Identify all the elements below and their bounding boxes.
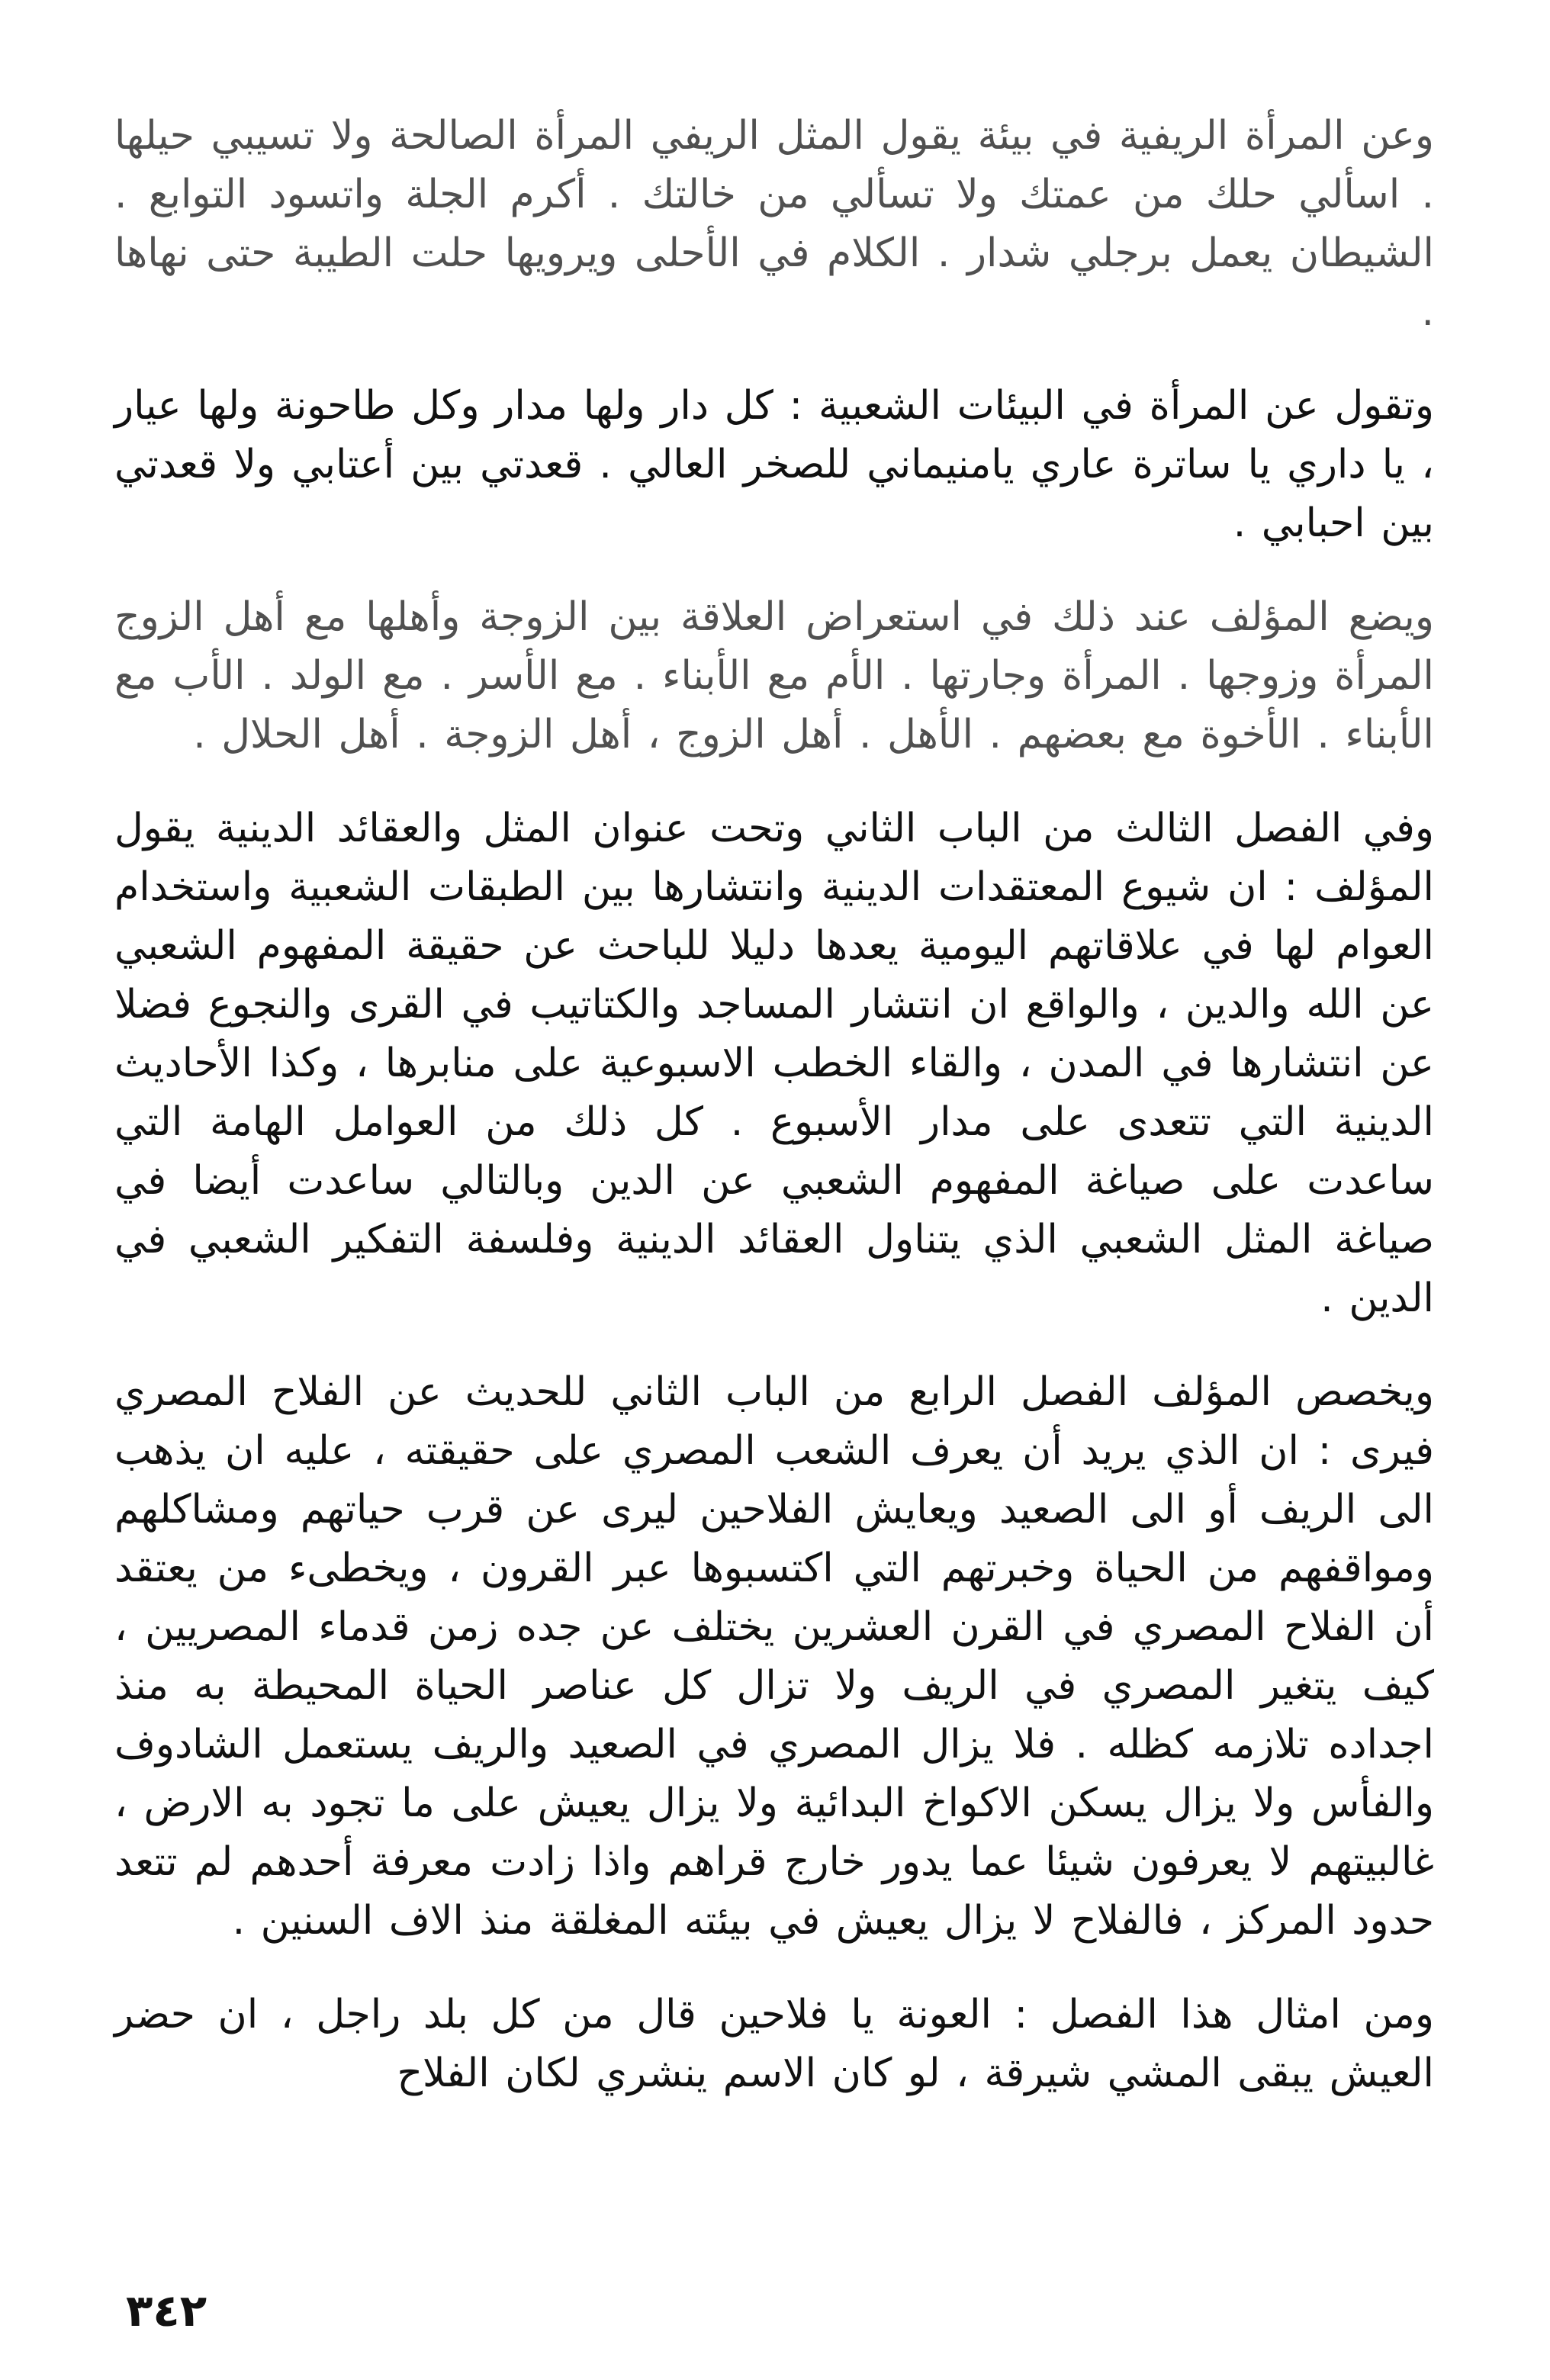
paragraph-women-folk-environments: وتقول عن المرأة في البيئات الشعبية : كل دار ولها مدار وكل طاحونة ولها عيار ، يا داري يا ساترة عاري يامنيماني للصخر العالي . قعدتي بين أعتابي ولا قعدتي بين احبابي .: [114, 383, 1434, 546]
paragraph-chapter-proverbs: ومن امثال هذا الفصل : العونة يا فلاحين قال من كل بلد راجل ، ان حضر العيش يبقى المشي شيرقة ، لو كان الاسم ينشري لكان الفلاح: [114, 1992, 1434, 2096]
paragraph-family-relations: ويضع المؤلف عند ذلك في استعراض العلاقة بين الزوجة وأهلها مع أهل الزوج المرأة وزوجها . المرأة وجارتها . الأم مع الأبناء . مع الأسر . مع الولد . الأب مع الأبناء . الأخوة مع بعضهم . الأهل . أهل الزوج ، أهل الزوجة . أهل الحلال .: [114, 594, 1434, 757]
page-body: [114, 107, 1434, 2138]
paragraph-egyptian-farmer: ويخصص المؤلف الفصل الرابع من الباب الثاني للحديث عن الفلاح المصري فيرى : ان الذي يريد أن يعرف الشعب المصري على حقيقته ، عليه ان يذهب الى الريف أو الى الصعيد ويعايش الفلاحين ليرى عن قرب حياتهم ومشاكلهم ومواقفهم من الحياة وخبرتهم التي اكتسبوها عبر القرون ، ويخطىء من يعتقد أن الفلاح المصري في القرن العشرين يختلف عن جده زمن قدماء المصريين ، كيف يتغير المصري في الريف ولا تزال كل عناصر الحياة المحيطة به منذ اجداده تلازمه كظله . فلا يزال المصري في الصعيد والريف يستعمل الشادوف والفأس ولا يزال يسكن الاكواخ البدائية ولا يزال يعيش على ما تجود به الارض ، غالبيتهم لا يعرفون شيئا عما يدور خارج قراهم واذا زادت معرفة أحدهم لم تتعد حدود المركز ، فالفلاح لا يزال يعيش في بيئته المغلقة منذ الاف السنين .: [114, 1369, 1434, 1944]
page-number: ٣٤٢: [126, 2285, 207, 2337]
paragraph-women-rural: وعن المرأة الريفية في بيئة يقول المثل الريفي المرأة الصالحة ولا تسيبي حيلها . اسألي حلك من عمتك ولا تسألي من خالتك . أكرم الجلة واتسود التوابع . الشيطان يعمل برجلي شدار . الكلام في الأحلى ويرويها حلت الطيبة حتى نهاها .: [114, 113, 1434, 335]
paragraph-religious-beliefs: وفي الفصل الثالث من الباب الثاني وتحت عنوان المثل والعقائد الدينية يقول المؤلف : ان شيوع المعتقدات الدينية وانتشارها بين الطبقات الشعبية واستخدام العوام لها في علاقاتهم اليومية يعدها دليلا للباحث عن حقيقة المفهوم الشعبي عن الله والدين ، والواقع ان انتشار المساجد والكتاتيب في القرى والنجوع فضلا عن انتشارها في المدن ، والقاء الخطب الاسبوعية على منابرها ، وكذا الأحاديث الدينية التي تتعدى على مدار الأسبوع . كل ذلك من العوامل الهامة التي ساعدت على صياغة المفهوم الشعبي عن الدين وبالتالي ساعدت أيضا في صياغة المثل الشعبي الذي يتناول العقائد الدينية وفلسفة التفكير الشعبي في الدين .: [114, 806, 1434, 1321]
